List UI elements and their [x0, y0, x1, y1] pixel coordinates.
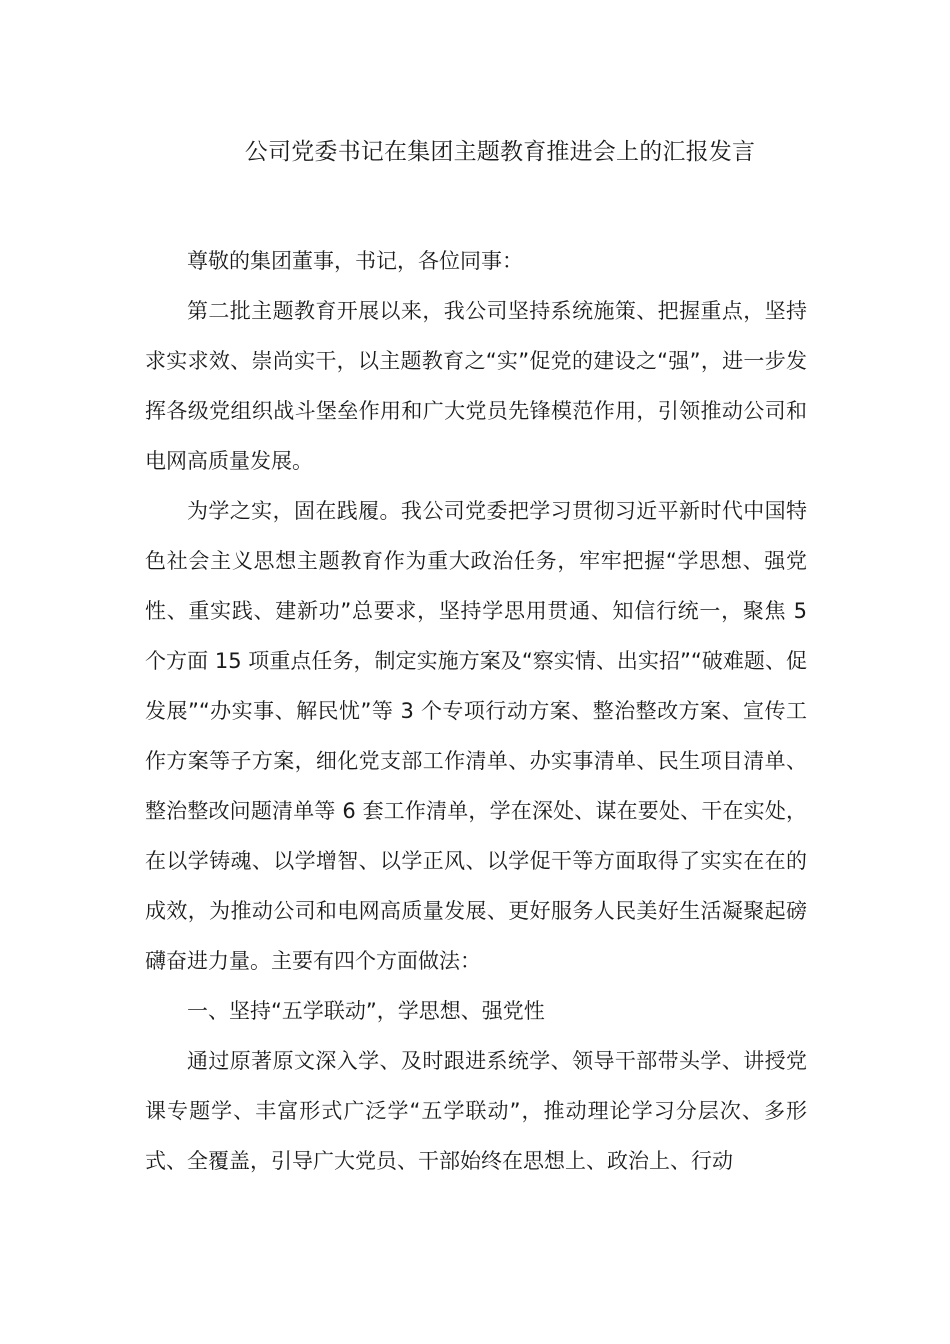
section-1-paragraph: 通过原著原文深入学、及时跟进系统学、领导干部带头学、讲授党课专题学、丰富形式广泛学“五学联动”，推动理论学习分层次、多形式、全覆盖，引导广大党员、干部始终在思想上、政治上、行动: [145, 1049, 807, 1173]
study-practice-paragraph: 为学之实，固在践履。我公司党委把学习贯彻习近平新时代中国特色社会主义思想主题教育作为重大政治任务，牢牢把握“学思想、强党性、重实践、建新功”总要求，坚持学思用贯通、知信行统一，聚焦 5 个方面 15 项重点任务，制定实施方案及“察实情、出实招”“破难题、促发展”“办实事、解民忧”等 3 个专项行动方案、整治整改方案、宣传工作方案等子方案，细化党支部工作清单、办实事清单、民生项目清单、整治整改问题清单等 6 套工作清单，学在深处、谋在要处、干在实处，在以学铸魂、以学增智、以学正风、以学促干等方面取得了实实在在的成效，为推动公司和电网高质量发展、更好服务人民美好生活凝聚起磅礴奋进力量。主要有四个方面做法：: [145, 499, 807, 973]
intro-paragraph: 第二批主题教育开展以来，我公司坚持系统施策、把握重点，坚持求实求效、崇尚实干，以主题教育之“实”促党的建设之“强”，进一步发挥各级党组织战斗堡垒作用和广大党员先锋模范作用，引领推动公司和电网高质量发展。: [145, 299, 807, 473]
salutation-paragraph: 尊敬的集团董事，书记，各位同事：: [187, 249, 523, 273]
section-heading-1: 一、坚持“五学联动”，学思想、强党性: [187, 999, 545, 1023]
document-title: 公司党委书记在集团主题教育推进会上的汇报发言: [244, 139, 756, 165]
document-body: [145, 236, 807, 1186]
